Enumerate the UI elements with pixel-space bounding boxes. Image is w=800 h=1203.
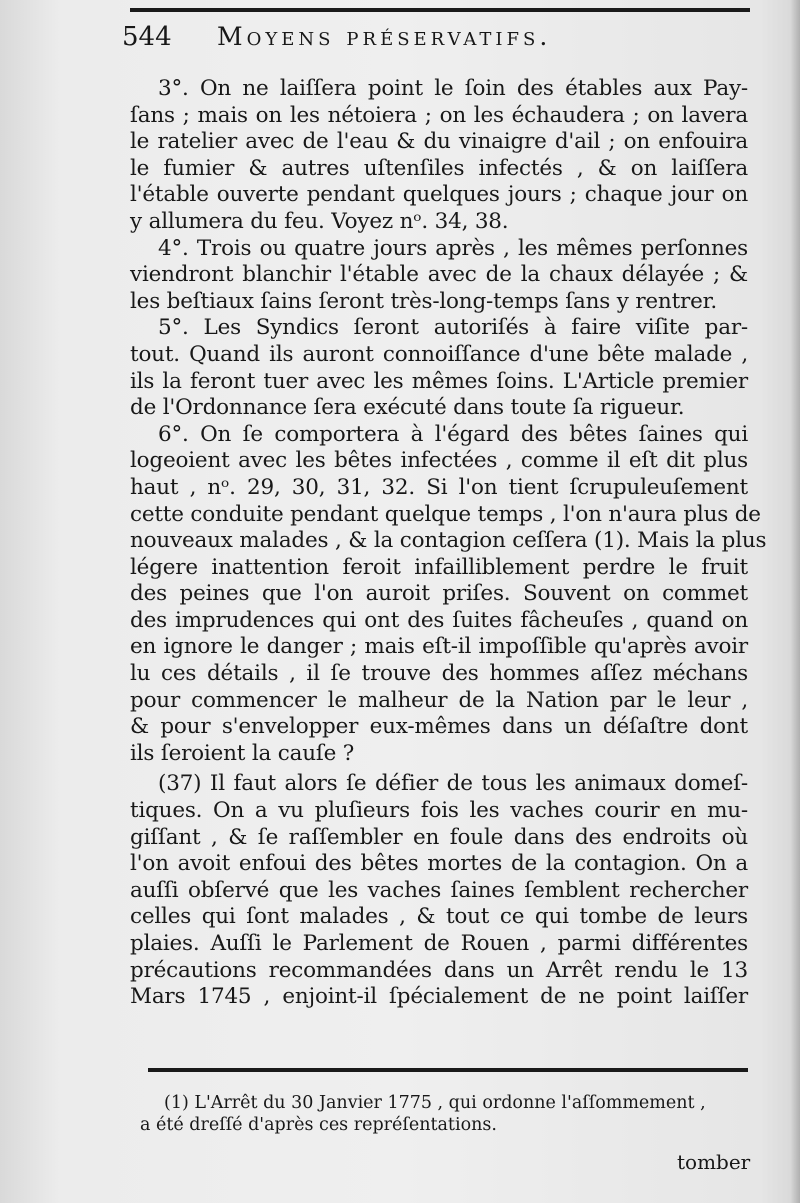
page-edge-shadow xyxy=(790,0,800,1203)
running-title: Moyens préservatifs. xyxy=(217,22,552,51)
text-line: & pour s'envelopper eux-mêmes dans un déſaſtre dont xyxy=(130,714,748,740)
text-line: l'on avoit enfoui des bêtes mortes de la contagion. On a xyxy=(130,851,748,877)
text-line: ils ſeroient la cauſe ? xyxy=(130,740,355,766)
text-line: viendront blanchir l'étable avec de la chaux délayée ; & xyxy=(130,262,748,288)
text-line: des imprudences qui ont des ſuites fâcheuſes , quand on xyxy=(130,607,748,633)
text-line: 5°. Les Syndics ſeront autoriſés à faire viſite par- xyxy=(158,315,748,341)
text-line: logeoient avec les bêtes infectées , comme il eſt dit plus xyxy=(130,448,748,474)
text-line: cette conduite pendant quelque temps , l'on n'aura plus de xyxy=(130,501,761,527)
text-line: tiques. On a vu pluſieurs fois les vaches courir en mu- xyxy=(130,798,748,824)
text-line: lu ces détails , il ſe trouve des hommes aſſez méchans xyxy=(130,661,748,687)
text-line: le fumier & autres uſtenſiles infectés , & on laiſſera xyxy=(130,155,748,181)
text-line: en ignore le danger ; mais eſt-il impoſſible qu'après avoir xyxy=(130,634,748,660)
text-line: (37) Il faut alors ſe défier de tous les animaux domeſ- xyxy=(158,771,748,797)
footnote-line: a été dreſſé d'après ces repréſentations. xyxy=(140,1115,497,1135)
text-line: 6°. On ſe comportera à l'égard des bêtes ſaines qui xyxy=(158,421,748,447)
footnote xyxy=(140,1092,750,1136)
text-line: nouveaux malades , & la contagion ceſſera (1). Mais la plus xyxy=(130,528,767,554)
page-number: 544 xyxy=(122,22,172,52)
text-line: des peines que l'on auroit priſes. Souvent on commet xyxy=(130,581,748,607)
text-line: celles qui ſont malades , & tout ce qui tombe de leurs xyxy=(130,904,748,930)
text-line: précautions recommandées dans un Arrêt rendu le 13 xyxy=(130,957,748,983)
text-line: de l'Ordonnance ſera exécuté dans toute ſa rigueur. xyxy=(130,395,685,421)
text-line: plaies. Auſſi le Parlement de Rouen , parmi différentes xyxy=(130,931,748,956)
page-header xyxy=(122,18,682,62)
text-line: ſans ; mais on les nétoiera ; on les échaudera ; on lavera xyxy=(130,102,748,128)
text-line: légere inattention feroit infailliblement perdre le fruit xyxy=(130,554,748,580)
text-line: giſſant , & ſe raſſembler en foule dans des endroits où xyxy=(130,824,748,850)
header-rule xyxy=(130,8,750,12)
text-line: 4°. Trois ou quatre jours après , les mêmes perſonnes xyxy=(158,235,748,261)
text-line: pour commencer le malheur de la Nation par le leur , xyxy=(130,687,748,713)
text-line: l'étable ouverte pendant quelques jours ; chaque jour on xyxy=(130,182,748,208)
text-line: haut , nᵒ. 29, 30, 31, 32. Si l'on tient ſcrupuleuſement xyxy=(130,474,748,500)
footnote-line: (1) L'Arrêt du 30 Janvier 1775 , qui ordonne l'aſſommement , xyxy=(164,1093,706,1113)
text-line: auſſi obſervé que les vaches ſaines ſemblent rechercher xyxy=(130,877,748,903)
footnote-rule xyxy=(148,1068,748,1072)
text-line: Mars 1745 , enjoint-il ſpécialement de ne point laiſſer xyxy=(130,984,748,1010)
catchword: tomber xyxy=(677,1150,751,1174)
text-line: le ratelier avec de l'eau & du vinaigre d'ail ; on enfouira xyxy=(130,129,748,155)
body-text xyxy=(130,76,767,1011)
text-line: 3°. On ne laiſſera point le ſoin des étables aux Pay- xyxy=(158,76,748,101)
text-line: ils la feront tuer avec les mêmes ſoins. L'Article premier xyxy=(130,368,748,394)
text-line: tout. Quand ils auront connoiſſance d'une bête malade , xyxy=(130,341,748,367)
text-line: les beſtiaux ſains ſeront très-long-temps ſans y rentrer. xyxy=(130,288,717,314)
text-line: y allumera du feu. Voyez nᵒ. 34, 38. xyxy=(130,208,509,234)
